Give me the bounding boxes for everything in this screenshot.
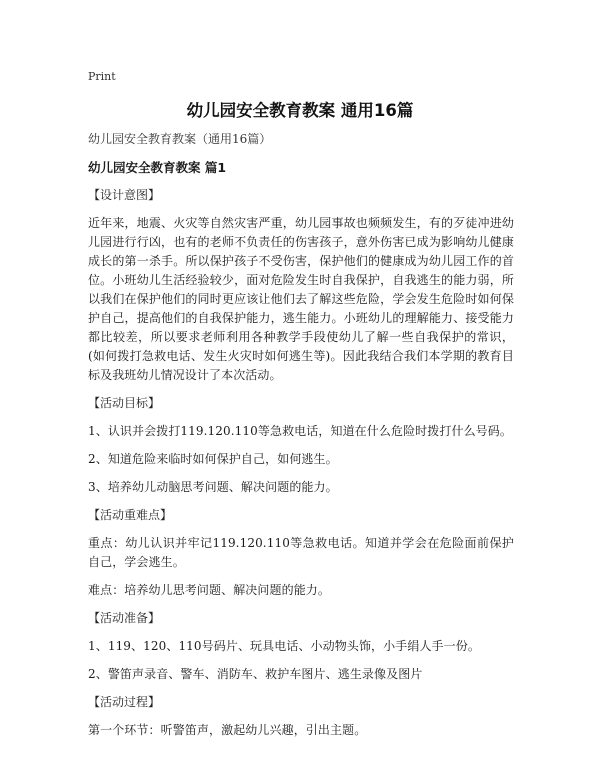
document-title: 幼儿园安全教育教案 通用16篇 (186, 101, 414, 120)
section-title: 幼儿园安全教育教案 篇1 (88, 160, 227, 175)
preparation-item: 2、警笛声录音、警车、消防车、救护车图片、逃生录像及图片 (88, 667, 423, 681)
document-body (88, 130, 514, 749)
objective-item: 1、认识并会拨打119.120.110等急救电话，知道在什么危险时拨打什么号码。 (88, 424, 512, 438)
difficulty-paragraph: 难点：培养幼儿思考问题、解决问题的能力。 (88, 583, 331, 597)
design-intent-paragraph: 近年来，地震、火灾等自然灾害严重，幼儿园事故也频频发生，有的歹徒冲进幼儿园进行行凶，也有的老师不负责任的伤害孩子，意外伤害已成为影响幼儿健康成长的第一杀手。所以保护孩子不受伤害，保护他们的健康成为幼儿园工作的首位。小班幼儿生活经验较少，面对危险发生时自我保护，自我逃生的能力弱，所以我们在保护他们的同时更应该让他们去了解这些危险，学会发生危险时如何保护自己，提高他们的自我保护能力，逃生能力。小班幼儿的理解能力、接受能力都比较差，所以要求老师利用各种教学手段使幼儿了解一些自我保护的常识，(如何拨打急救电话、发生火灾时如何逃生等)。因此我结合我们本学期的教育目标及我班幼儿情况设计了本次活动。 (88, 216, 514, 382)
design-intent-heading: 【设计意图】 (88, 188, 161, 202)
key-point-paragraph: 重点：幼儿认识并牢记119.120.110等急救电话。知道并学会在危险面前保护自己，学会逃生。 (88, 536, 514, 569)
objective-item: 3、培养幼儿动脑思考问题、解决问题的能力。 (88, 480, 338, 494)
preparation-item: 1、119、120、110号码片、玩具电话、小动物头饰，小手绢人手一份。 (88, 639, 480, 653)
preparation-heading: 【活动准备】 (88, 611, 161, 625)
print-link[interactable]: Print (88, 70, 116, 83)
objective-item: 2、知道危险来临时如何保护自己，如何逃生。 (88, 452, 338, 466)
objectives-heading: 【活动目标】 (88, 396, 161, 410)
process-step: 第一个环节：听警笛声，激起幼儿兴趣，引出主题。 (88, 723, 367, 737)
process-heading: 【活动过程】 (88, 695, 161, 709)
key-points-heading: 【活动重难点】 (88, 508, 173, 522)
document-subtitle: 幼儿园安全教育教案（通用16篇） (88, 132, 272, 146)
